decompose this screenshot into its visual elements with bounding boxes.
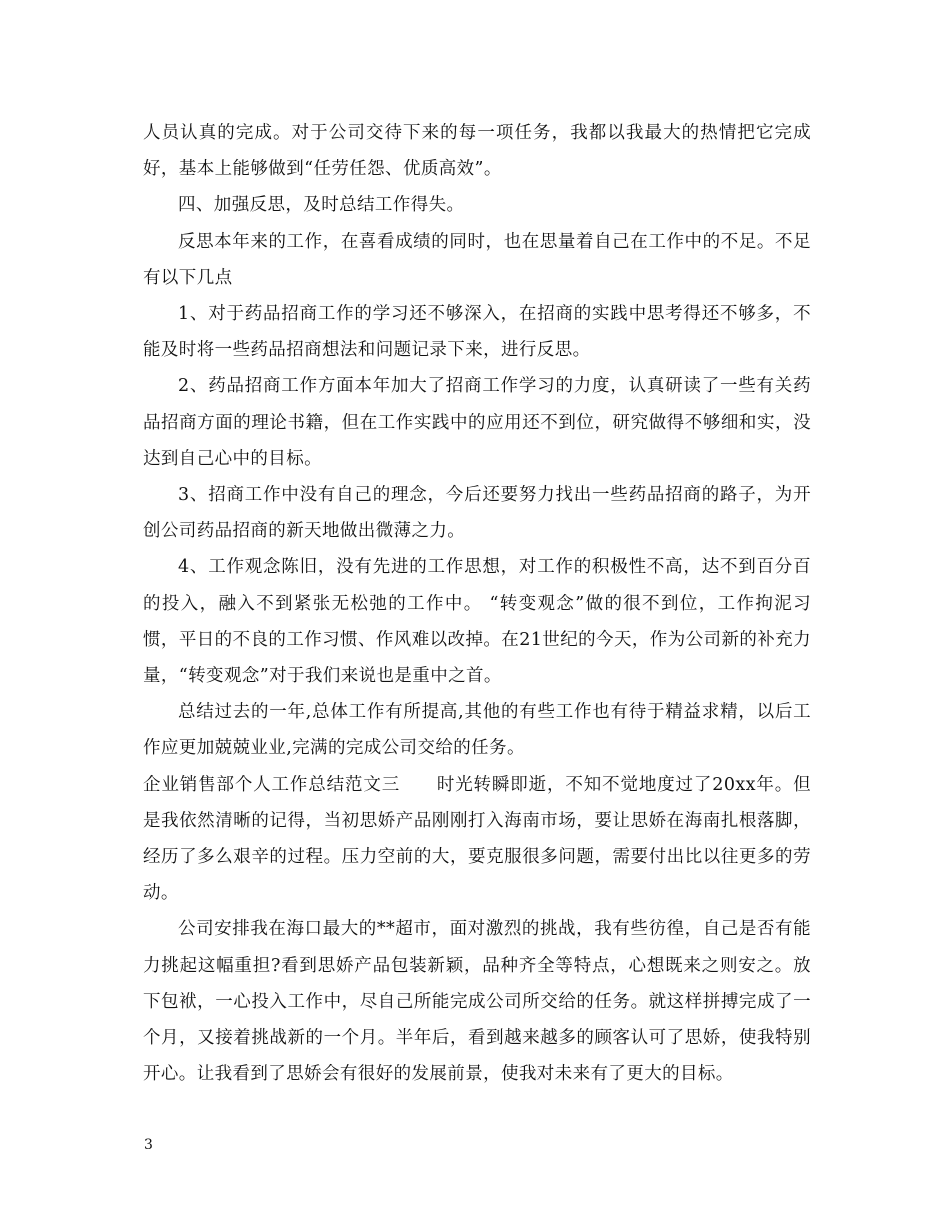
section-heading: 四、加强反思，及时总结工作得失。 xyxy=(178,195,465,216)
paragraph: 总结过去的一年,总体工作有所提高,其他的有些工作也有待于精益求精，以后工作应更加兢兢业业,完满的完成公司交给的任务。 xyxy=(143,702,811,759)
list-item: 2、药品招商工作方面本年加大了招商工作学习的力度，认真研读了一些有关药品招商方面的理论书籍，但在工作实践中的应用还不到位，研究做得不够细和实，没达到自己心中的目标。 xyxy=(143,376,811,469)
paragraph: 人员认真的完成。对于公司交待下来的每一项任务，我都以我最大的热情把它完成好，基本上能够做到“任劳任怨、优质高效”。 xyxy=(143,123,811,180)
list-item: 3、招商工作中没有自己的理念，今后还要努力找出一些药品招商的路子，为开创公司药品招商的新天地做出微薄之力。 xyxy=(143,485,811,542)
page-number: 3 xyxy=(144,1137,153,1153)
list-item: 1、对于药品招商工作的学习还不够深入，在招商的实践中思考得还不够多，不能及时将一些药品招商想法和问题记录下来，进行反思。 xyxy=(143,304,811,361)
document-body xyxy=(143,115,811,1092)
paragraph: 企业销售部个人工作总结范文三 时光转瞬即逝，不知不觉地度过了20xx年。但是我依然清晰的记得，当初思娇产品刚刚打入海南市场，要让思娇在海南扎根落脚，经历了多么艰辛的过程。压力空前的大，要克服很多问题，需要付出比以往更多的劳动。 xyxy=(143,774,811,904)
paragraph: 公司安排我在海口最大的**超市，面对激烈的挑战，我有些彷徨，自己是否有能力挑起这幅重担?看到思娇产品包装新颖，品种齐全等特点，心想既来之则安之。放下包袱，一心投入工作中，尽自己所能完成公司所交给的任务。就这样拼搏完成了一个月，又接着挑战新的一个月。半年后，看到越来越多的顾客认可了思娇，使我特别开心。让我看到了思娇会有很好的发展前景，使我对未来有了更大的目标。 xyxy=(143,919,811,1085)
list-item: 4、工作观念陈旧，没有先进的工作思想，对工作的积极性不高，达不到百分百的投入，融入不到紧张无松弛的工作中。 “转变观念”做的很不到位，工作拘泥习惯，平日的不良的工作习惯、作风难以改掉。在21世纪的今天，作为公司新的补充力量，“转变观念”对于我们来说也是重中之首。 xyxy=(143,557,811,687)
paragraph: 反思本年来的工作，在喜看成绩的同时，也在思量着自己在工作中的不足。不足有以下几点 xyxy=(143,231,811,288)
